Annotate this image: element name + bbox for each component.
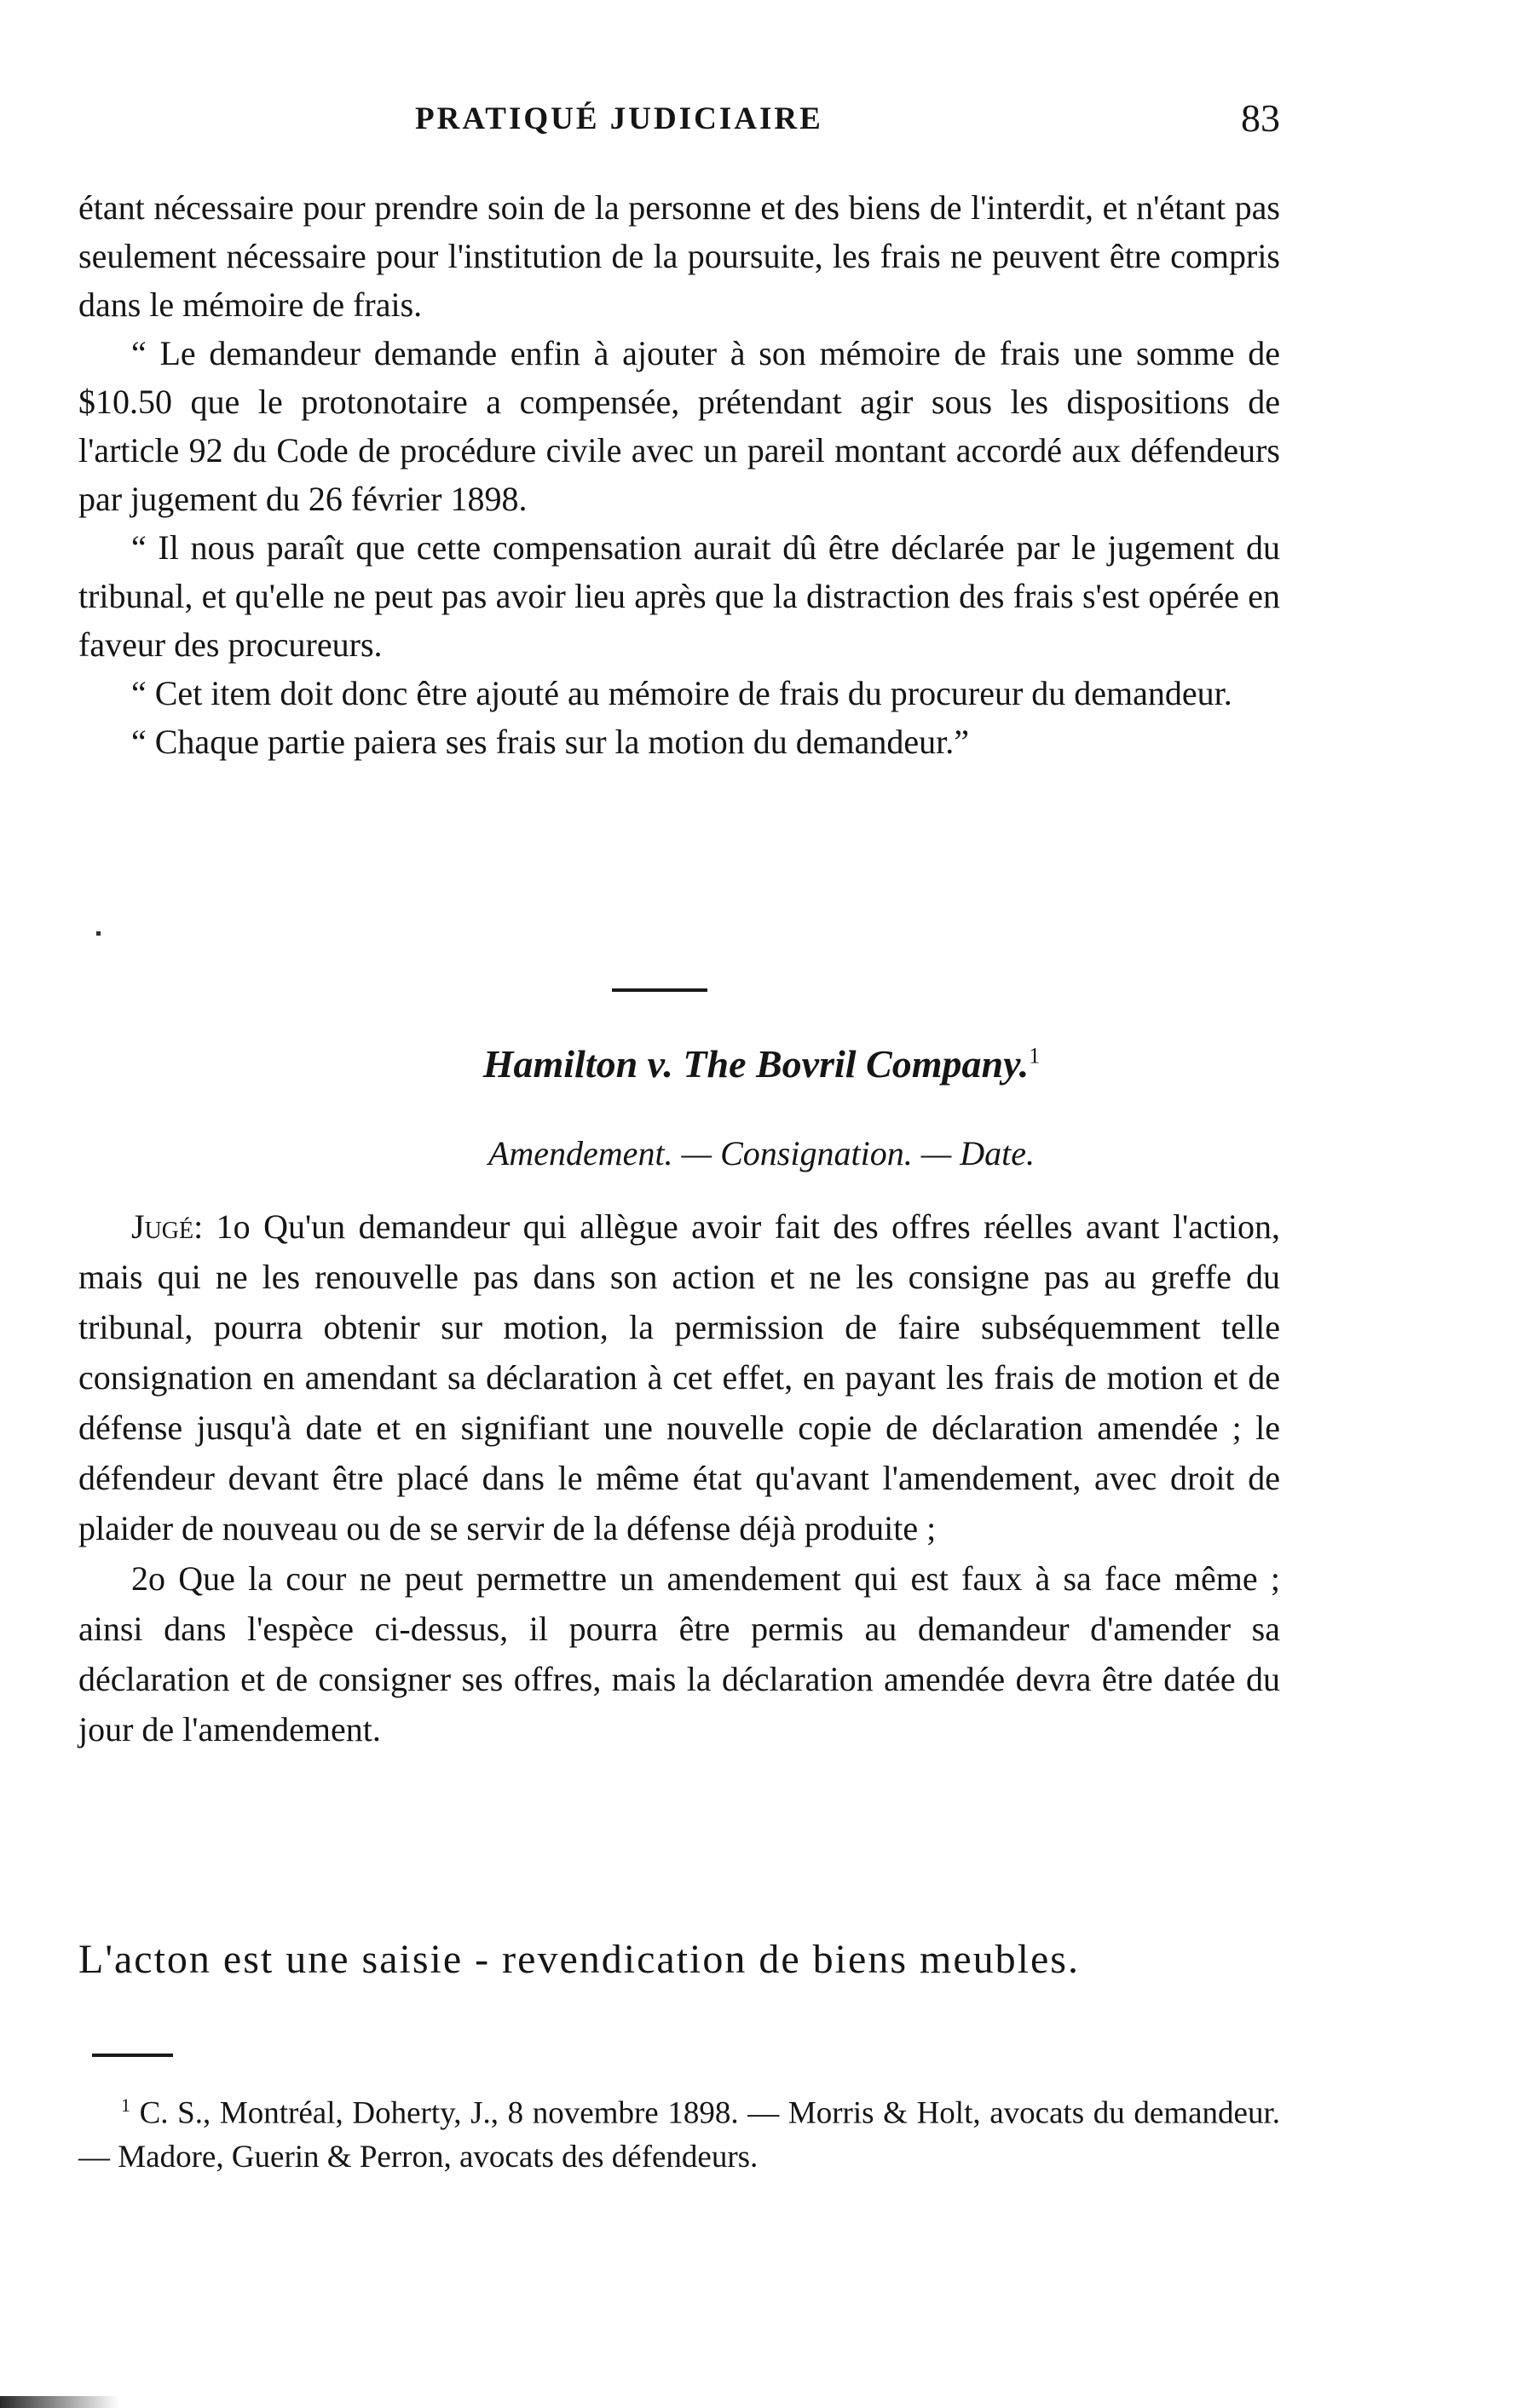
juge-label: Jugé: [131, 1207, 194, 1246]
page-header: [78, 96, 1280, 152]
paragraph-5: “ Chaque partie paiera ses frais sur la motion du demandeur.”: [131, 723, 969, 761]
section-divider: [612, 988, 707, 992]
footnote-divider: [92, 2054, 173, 2057]
scan-edge-shadow: [0, 2396, 119, 2408]
footnote-marker: 1: [121, 2094, 130, 2116]
holding-block: [78, 1201, 1280, 1754]
paragraph-3: “ Il nous paraît que cette compensation aurait dû être déclarée par le jugement du tribunal, et qu'elle ne peut pas avoir lieu après que la distraction des frais s'est opérée en faveur des procureurs.: [78, 528, 1280, 664]
paragraph-2: “ Le demandeur demande enfin à ajouter à son mémoire de frais une somme de $10.50 que le protonotaire a compensée, prétendant agir sous les dispositions de l'article 92 du Code de procédure civile avec un pareil montant accordé aux défendeurs par jugement du 26 février 1898.: [78, 334, 1280, 518]
footnote: [78, 2083, 1280, 2180]
footnote-paragraph: [78, 2083, 1280, 2180]
paragraph-1: étant nécessaire pour prendre soin de la personne et des biens de l'interdit, et n'étant pas seulement nécessaire pour l'institution de la poursuite, les frais ne peuvent être compris dans le mémoire de frais.: [78, 188, 1280, 324]
running-head: PRATIQUÉ JUDICIAIRE: [415, 101, 823, 136]
footnote-text: C. S., Montréal, Doherty, J., 8 novembre 1898. — Morris & Holt, avocats du demandeur. — Madore, Guerin & Perron, avocats des défendeurs.: [78, 2095, 1280, 2175]
body-text: [78, 183, 1280, 766]
paragraph-4: “ Cet item doit donc être ajouté au mémoire de frais du procureur du demandeur.: [131, 674, 1232, 712]
case-subheading: Amendement. — Consignation. — Date.: [487, 1134, 1036, 1172]
holding-point-2: 2o Que la cour ne peut permettre un amendement qui est faux à sa face même ; ainsi dans l'espèce ci-dessus, il pourra être permis au demandeur d'amender sa déclaration et de consigner ses offres, mais la déclaration amendée devra être datée du jour de l'amendement.: [78, 1559, 1280, 1748]
holding-point-1-text: : 1o Qu'un demandeur qui allègue avoir fait des offres réelles avant l'action, mais qui ne les renouvelle pas dans son action et ne les consigne pas au greffe du tribunal, pourra obtenir sur motion, la permission de faire subséquemment telle consignation en amendant sa déclaration à cet effet, en payant les frais de motion et de défense jusqu'à date et en signifiant une nouvelle copie de déclaration amendée ; le défendeur devant être placé dans le même état qu'avant l'amendement, avec droit de plaider de nouveau ou de se servir de la défense déjà produite ;: [78, 1207, 1280, 1547]
case-title-text: Hamilton v. The Bovril Company.: [482, 1042, 1030, 1086]
page-number: 83: [1241, 96, 1280, 140]
case-footnote-marker: 1: [1029, 1043, 1041, 1069]
case-title: [0, 1041, 1523, 1086]
action-statement: L'acton est une saisie - revendication de biens meubles.: [78, 1937, 1080, 1982]
stray-mark: [96, 931, 101, 936]
holding-point-1: [78, 1201, 1280, 1553]
